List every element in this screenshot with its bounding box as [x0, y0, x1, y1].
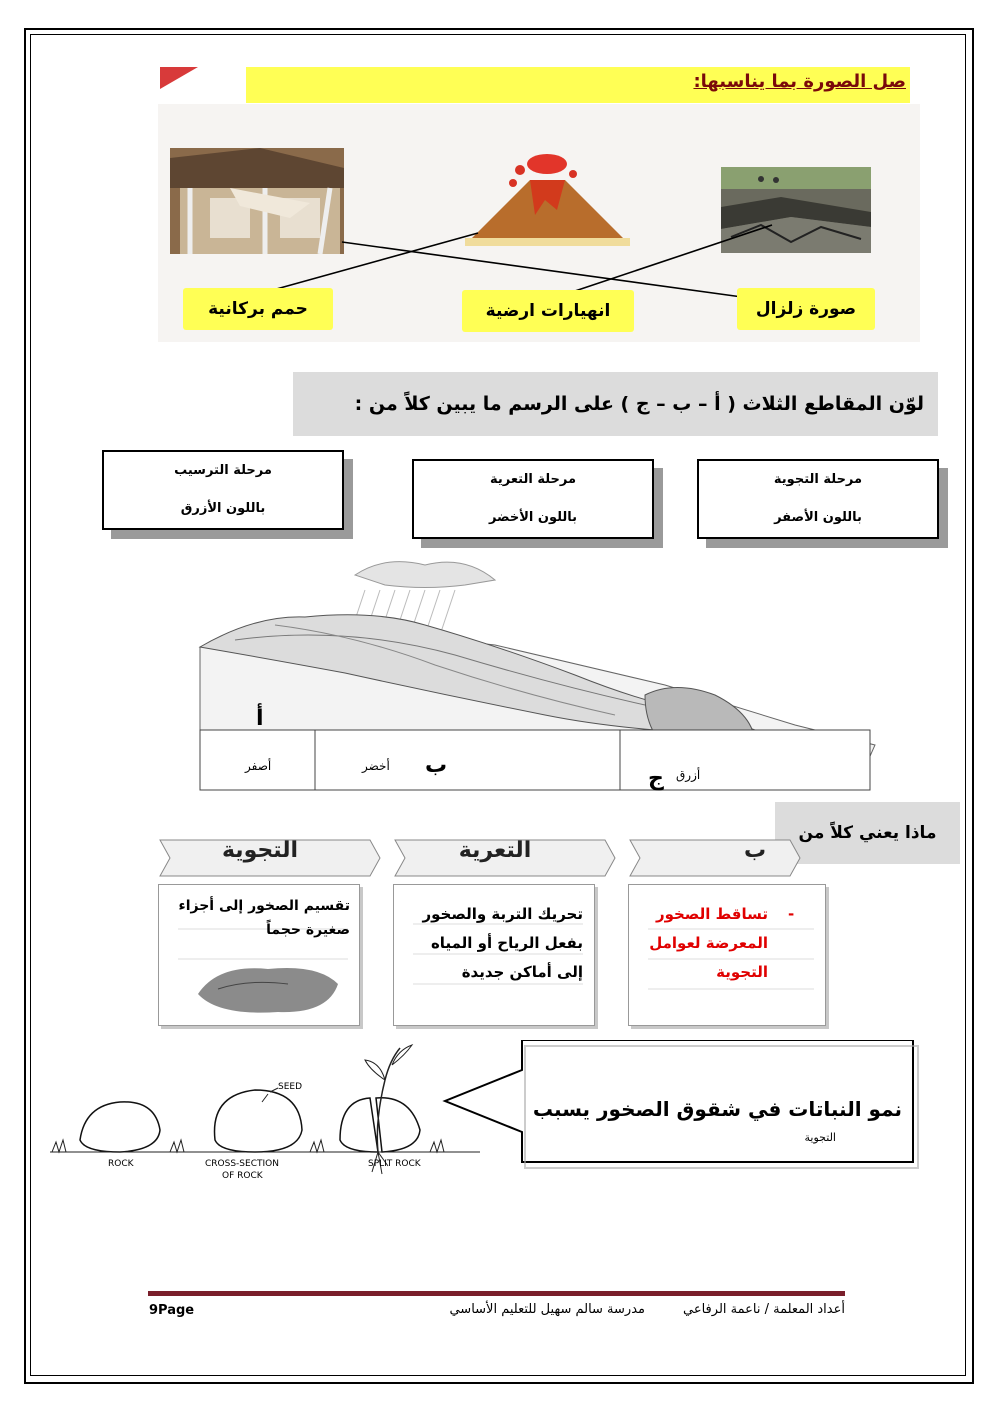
header-weathering: التجوية	[221, 838, 299, 863]
diagram-color-c: أزرق	[676, 768, 701, 782]
deposition-definition: تساقط الصخور المعرضة لعوامل التجوية	[649, 905, 768, 981]
landscape-cross-section	[195, 555, 885, 800]
footer-school: مدرسة سالم سهيل للتعليم الأساسي	[449, 1302, 645, 1317]
label-earthquake: صورة زلزال	[737, 288, 875, 330]
stage-box-weathering	[697, 459, 939, 539]
stage-name: مرحلة التعرية	[489, 472, 577, 487]
header-deposition: ب	[743, 838, 767, 863]
stage-box-deposition	[102, 450, 344, 530]
weathering-definition: تقسيم الصخور إلى أجزاء صغيرة حجماً	[178, 898, 350, 938]
plant-growth-answer: التجوية	[804, 1131, 836, 1144]
stage-color: باللون الأصفر	[774, 510, 862, 525]
header-erosion: التعرية	[458, 838, 532, 863]
diagram-color-a: أصفر	[245, 759, 272, 773]
page-number: 9Page	[149, 1303, 195, 1318]
meaning-question: ماذا يعني كلاً من	[775, 802, 960, 864]
stage-name: مرحلة الترسيب	[174, 463, 272, 478]
stage-color: باللون الأزرق	[180, 501, 266, 516]
match-title: صل الصورة بما يناسبها:	[246, 67, 910, 103]
diagram-letter-b: ب	[425, 753, 448, 778]
seed-label: SEED	[278, 1082, 303, 1092]
footer-credit: أعداد المعلمة / ناعمة الرفاعي	[683, 1302, 845, 1317]
cross-section-label-2: OF ROCK	[222, 1171, 263, 1181]
erosion-definition: تحريك التربة والصخور بفعل الرياح أو المياه إلى أماكن جديدة	[422, 905, 583, 981]
cross-section-label-1: CROSS-SECTION	[205, 1159, 279, 1169]
diagram-letter-a: أ	[256, 706, 264, 731]
label-landslides: انهيارات ارضية	[462, 290, 634, 332]
plant-growth-statement: نمو النباتات في شقوق الصخور يسبب	[532, 1097, 902, 1121]
stage-color: باللون الأخضر	[488, 510, 578, 525]
coloring-instruction: لوّن المقاطع الثلاث ( أ – ب – ج ) على الرسم ما يبين كلاً من :	[293, 372, 938, 436]
stage-name: مرحلة التجوية	[773, 472, 863, 487]
deposition-dash: -	[788, 905, 795, 923]
label-lava: حمم بركانية	[183, 288, 333, 330]
rock-label: ROCK	[108, 1159, 134, 1169]
diagram-letter-c: ج	[648, 766, 664, 791]
diagram-color-b: أخضر	[362, 759, 390, 773]
footer-divider	[148, 1291, 845, 1296]
split-rock-label: SPLIT ROCK	[368, 1159, 421, 1169]
stage-box-erosion	[412, 459, 654, 539]
